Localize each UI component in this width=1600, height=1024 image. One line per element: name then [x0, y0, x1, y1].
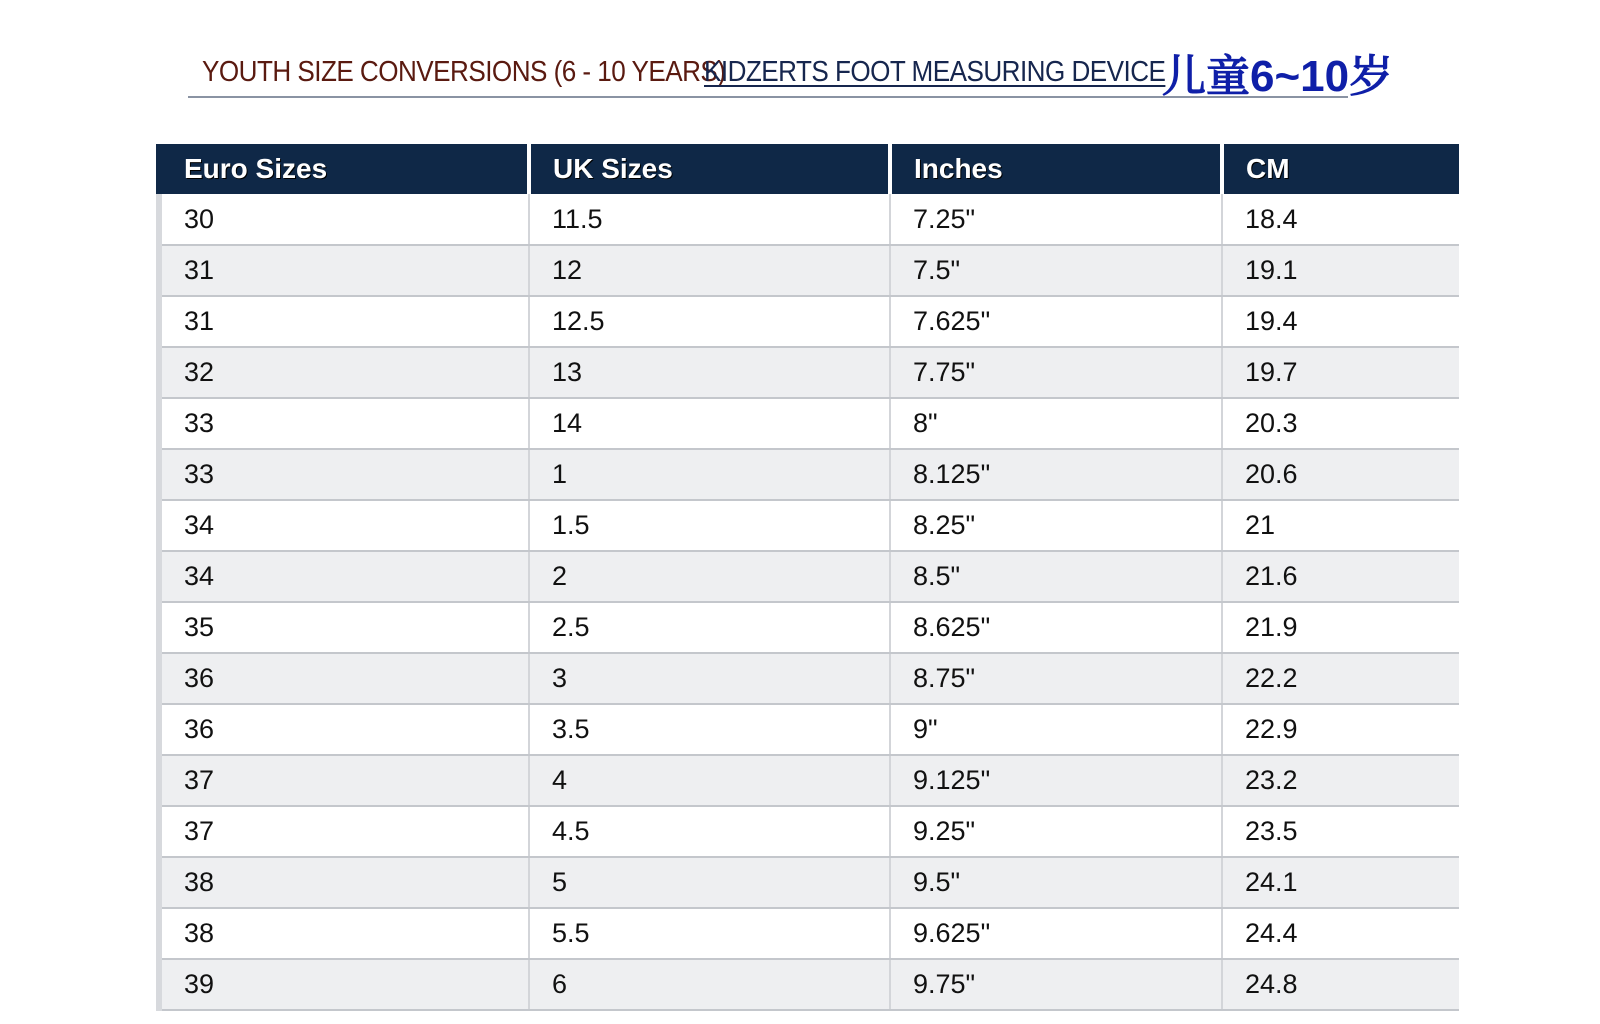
column-header-cm: CM — [1222, 144, 1459, 194]
table-row — [159, 347, 1459, 398]
table-row — [159, 296, 1459, 347]
table-header-row — [159, 144, 1459, 194]
table-row — [159, 755, 1459, 806]
table-row — [159, 653, 1459, 704]
cm-cell: 23.2 — [1222, 755, 1459, 806]
table-row — [159, 245, 1459, 296]
inches-cell: 8" — [890, 398, 1222, 449]
size-conversion-table — [156, 144, 1459, 1011]
inches-cell: 8.25" — [890, 500, 1222, 551]
inches-cell: 8.125" — [890, 449, 1222, 500]
table-row — [159, 602, 1459, 653]
uk-size-cell: 1 — [529, 449, 890, 500]
euro-size-cell: 38 — [159, 908, 529, 959]
uk-size-cell: 3 — [529, 653, 890, 704]
uk-size-cell: 4 — [529, 755, 890, 806]
cm-cell: 19.7 — [1222, 347, 1459, 398]
cm-cell: 20.3 — [1222, 398, 1459, 449]
uk-size-cell: 11.5 — [529, 194, 890, 245]
euro-size-cell: 37 — [159, 806, 529, 857]
uk-size-cell: 5.5 — [529, 908, 890, 959]
cm-cell: 24.1 — [1222, 857, 1459, 908]
uk-size-cell: 5 — [529, 857, 890, 908]
euro-size-cell: 34 — [159, 551, 529, 602]
inches-cell: 8.5" — [890, 551, 1222, 602]
euro-size-cell: 38 — [159, 857, 529, 908]
table-row — [159, 398, 1459, 449]
inches-cell: 7.5" — [890, 245, 1222, 296]
table-row — [159, 806, 1459, 857]
euro-size-cell: 31 — [159, 296, 529, 347]
inches-cell: 9.25" — [890, 806, 1222, 857]
uk-size-cell: 13 — [529, 347, 890, 398]
cm-cell: 19.4 — [1222, 296, 1459, 347]
table-row — [159, 449, 1459, 500]
euro-size-cell: 35 — [159, 602, 529, 653]
table-row — [159, 500, 1459, 551]
euro-size-cell: 33 — [159, 449, 529, 500]
euro-size-cell: 39 — [159, 959, 529, 1010]
uk-size-cell: 12.5 — [529, 296, 890, 347]
table-row — [159, 908, 1459, 959]
cm-cell: 21.6 — [1222, 551, 1459, 602]
column-header-euro: Euro Sizes — [159, 144, 529, 194]
inches-cell: 9.75" — [890, 959, 1222, 1010]
euro-size-cell: 34 — [159, 500, 529, 551]
cm-cell: 19.1 — [1222, 245, 1459, 296]
uk-size-cell: 2 — [529, 551, 890, 602]
uk-size-cell: 1.5 — [529, 500, 890, 551]
cm-cell: 22.2 — [1222, 653, 1459, 704]
euro-size-cell: 31 — [159, 245, 529, 296]
table-row — [159, 959, 1459, 1010]
euro-size-cell: 36 — [159, 704, 529, 755]
table-row — [159, 194, 1459, 245]
inches-cell: 9.625" — [890, 908, 1222, 959]
uk-size-cell: 6 — [529, 959, 890, 1010]
inches-cell: 7.75" — [890, 347, 1222, 398]
euro-size-cell: 36 — [159, 653, 529, 704]
inches-cell: 7.625" — [890, 296, 1222, 347]
euro-size-cell: 33 — [159, 398, 529, 449]
inches-cell: 7.25" — [890, 194, 1222, 245]
cm-cell: 22.9 — [1222, 704, 1459, 755]
page-title: YOUTH SIZE CONVERSIONS (6 - 10 YEARS) — [202, 56, 726, 88]
column-header-inches: Inches — [890, 144, 1222, 194]
euro-size-cell: 30 — [159, 194, 529, 245]
euro-size-cell: 32 — [159, 347, 529, 398]
inches-cell: 9.5" — [890, 857, 1222, 908]
inches-cell: 9.125" — [890, 755, 1222, 806]
inches-cell: 8.75" — [890, 653, 1222, 704]
uk-size-cell: 14 — [529, 398, 890, 449]
uk-size-cell: 4.5 — [529, 806, 890, 857]
uk-size-cell: 3.5 — [529, 704, 890, 755]
table-body — [159, 194, 1459, 1010]
chinese-age-label: 儿童6~10岁 — [1162, 52, 1394, 101]
uk-size-cell: 2.5 — [529, 602, 890, 653]
euro-size-cell: 37 — [159, 755, 529, 806]
table-row — [159, 857, 1459, 908]
cm-cell: 21 — [1222, 500, 1459, 551]
column-header-uk: UK Sizes — [529, 144, 890, 194]
cm-cell: 23.5 — [1222, 806, 1459, 857]
cm-cell: 24.4 — [1222, 908, 1459, 959]
cm-cell: 20.6 — [1222, 449, 1459, 500]
inches-cell: 9" — [890, 704, 1222, 755]
cm-cell: 21.9 — [1222, 602, 1459, 653]
kidzerts-link[interactable]: KIDZERTS FOOT MEASURING DEVICE — [704, 56, 1166, 88]
cm-cell: 18.4 — [1222, 194, 1459, 245]
table-row — [159, 551, 1459, 602]
inches-cell: 8.625" — [890, 602, 1222, 653]
uk-size-cell: 12 — [529, 245, 890, 296]
cm-cell: 24.8 — [1222, 959, 1459, 1010]
table-row — [159, 704, 1459, 755]
